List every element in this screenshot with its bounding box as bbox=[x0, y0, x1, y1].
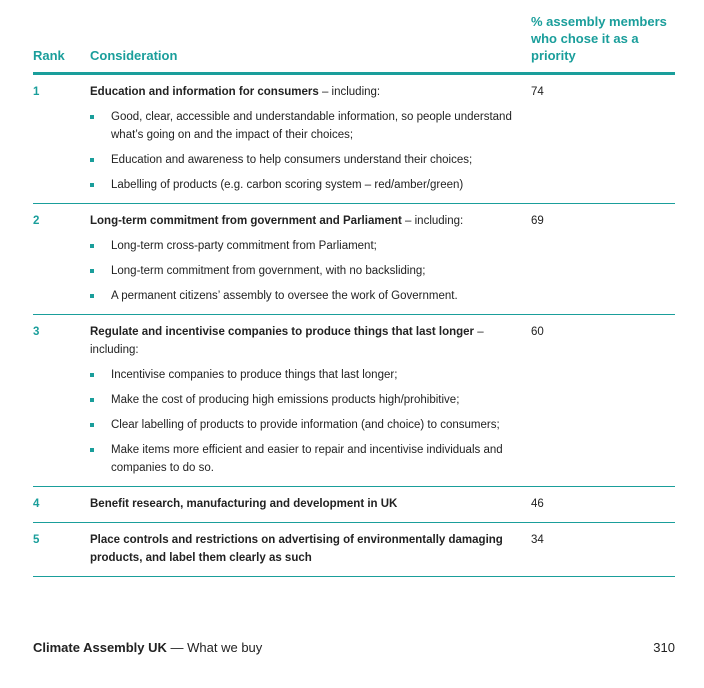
list-item-text: Long-term cross-party commitment from Parliament; bbox=[111, 240, 377, 252]
table-row bbox=[33, 315, 675, 487]
list-item bbox=[90, 108, 520, 144]
row-percentage: 60 bbox=[531, 326, 544, 338]
row-items-list bbox=[90, 237, 520, 305]
table-header bbox=[33, 0, 675, 75]
list-item bbox=[90, 151, 520, 169]
bullet-square-icon bbox=[90, 373, 94, 377]
list-item bbox=[90, 391, 520, 409]
bullet-square-icon bbox=[90, 115, 94, 119]
bullet-square-icon bbox=[90, 448, 94, 452]
table-row bbox=[33, 75, 675, 204]
table-row bbox=[33, 487, 675, 523]
list-item bbox=[90, 416, 520, 434]
list-item-text: Good, clear, accessible and understandable information, so people understand what’s going on and the impact of their choices; bbox=[111, 111, 512, 141]
page-number: 310 bbox=[653, 640, 675, 655]
page-footer bbox=[33, 640, 675, 656]
row-title-bold: Place controls and restrictions on advertising of environmentally damaging products, and label them clearly as such bbox=[90, 534, 503, 564]
priorities-table bbox=[33, 0, 675, 577]
footer-section: What we buy bbox=[187, 640, 263, 655]
table-row bbox=[33, 204, 675, 315]
row-percentage: 46 bbox=[531, 498, 544, 510]
row-title-suffix: – including: bbox=[90, 326, 484, 356]
row-rank: 1 bbox=[33, 86, 40, 98]
row-percentage: 74 bbox=[531, 86, 544, 98]
footer-separator: — bbox=[166, 640, 188, 655]
row-title-suffix: – including: bbox=[401, 215, 464, 227]
row-items-list bbox=[90, 108, 520, 194]
row-rank: 3 bbox=[33, 326, 40, 338]
row-consideration bbox=[90, 323, 520, 477]
footer-brand: Climate Assembly UK bbox=[33, 640, 167, 655]
bullet-square-icon bbox=[90, 244, 94, 248]
row-rank: 5 bbox=[33, 534, 40, 546]
header-rank: Rank bbox=[33, 48, 65, 63]
list-item-text: Labelling of products (e.g. carbon scoring system – red/amber/green) bbox=[111, 179, 464, 191]
bullet-square-icon bbox=[90, 423, 94, 427]
row-title-suffix: – including: bbox=[318, 86, 381, 98]
row-percentage: 34 bbox=[531, 534, 544, 546]
table-body bbox=[33, 75, 675, 577]
list-item-text: Incentivise companies to produce things that last longer; bbox=[111, 369, 398, 381]
bullet-square-icon bbox=[90, 183, 94, 187]
bullet-square-icon bbox=[90, 398, 94, 402]
list-item bbox=[90, 441, 520, 477]
row-title-bold: Benefit research, manufacturing and development in UK bbox=[90, 498, 398, 510]
header-consideration: Consideration bbox=[90, 48, 178, 63]
list-item-text: Make items more efficient and easier to repair and incentivise individuals and companies to do so. bbox=[111, 444, 503, 474]
row-consideration bbox=[90, 83, 520, 194]
bullet-square-icon bbox=[90, 269, 94, 273]
row-title-bold: Education and information for consumers bbox=[90, 86, 319, 98]
row-rank: 2 bbox=[33, 215, 40, 227]
row-rank: 4 bbox=[33, 498, 40, 510]
row-title bbox=[90, 212, 520, 230]
list-item-text: Education and awareness to help consumers understand their choices; bbox=[111, 154, 473, 166]
row-items-list bbox=[90, 366, 520, 477]
list-item-text: Clear labelling of products to provide information (and choice) to consumers; bbox=[111, 419, 500, 431]
row-title-bold: Regulate and incentivise companies to produce things that last longer bbox=[90, 326, 475, 338]
list-item bbox=[90, 262, 520, 280]
list-item bbox=[90, 237, 520, 255]
bullet-square-icon bbox=[90, 158, 94, 162]
bullet-square-icon bbox=[90, 294, 94, 298]
row-percentage: 69 bbox=[531, 215, 544, 227]
header-percentage: % assembly members who chose it as a priority bbox=[531, 14, 667, 63]
list-item-text: Long-term commitment from government, with no backsliding; bbox=[111, 265, 426, 277]
table-row bbox=[33, 523, 675, 577]
row-consideration bbox=[90, 531, 520, 567]
row-title bbox=[90, 323, 520, 359]
list-item bbox=[90, 366, 520, 384]
row-title-bold: Long-term commitment from government and Parliament bbox=[90, 215, 402, 227]
row-consideration bbox=[90, 495, 520, 513]
row-title bbox=[90, 495, 520, 513]
list-item-text: Make the cost of producing high emissions products high/prohibitive; bbox=[111, 394, 460, 406]
list-item bbox=[90, 287, 520, 305]
list-item-text: A permanent citizens’ assembly to oversee the work of Government. bbox=[111, 290, 458, 302]
list-item bbox=[90, 176, 520, 194]
row-title bbox=[90, 83, 520, 101]
row-title bbox=[90, 531, 520, 567]
row-consideration bbox=[90, 212, 520, 305]
